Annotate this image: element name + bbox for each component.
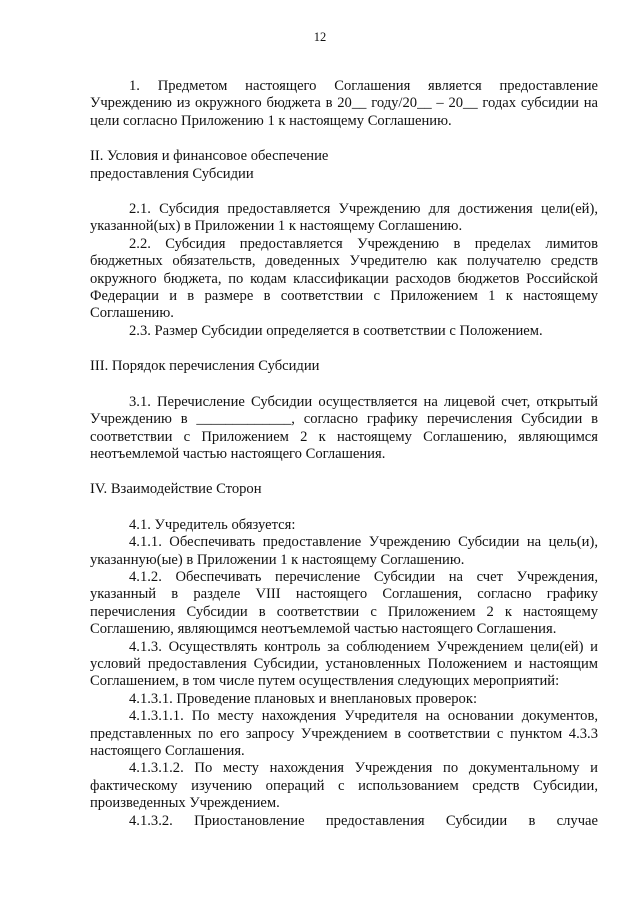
section-3-heading: III. Порядок перечисления Субсидии bbox=[90, 358, 320, 375]
paragraph-4-1-3-1-1: 4.1.3.1.1. По месту нахождения Учредителя на основании документов, представленных по его запросу Учреждением в соответствии с пунктом 4.3.3 настоящего Соглашения. bbox=[90, 708, 598, 759]
paragraph-2-1: 2.1. Субсидия предоставляется Учреждению для достижения цели(ей), указанной(ых) в Приложении 1 к настоящему Соглашению. bbox=[90, 201, 598, 235]
paragraph-4-1-3-1: 4.1.3.1. Проведение плановых и внеплановых проверок: bbox=[129, 690, 477, 707]
paragraph-4-1-2: 4.1.2. Обеспечивать перечисление Субсидии на счет Учреждения, указанный в разделе VIII настоящего Соглашения, согласно графику перечисления Субсидии в соответствии с Приложением 2 к настоящему Соглашению, являющимся неотъемлемой частью настоящего Соглашения. bbox=[90, 568, 598, 638]
paragraph-4-1-3-2: 4.1.3.2. Приостановление предоставления Субсидии в случае bbox=[129, 812, 598, 829]
section-4-heading: IV. Взаимодействие Сторон bbox=[90, 481, 262, 498]
paragraph-2-3: 2.3. Размер Субсидии определяется в соответствии с Положением. bbox=[129, 322, 543, 339]
page-number: 12 bbox=[313, 30, 327, 44]
paragraph-4-1-3: 4.1.3. Осуществлять контроль за соблюдением Учреждением цели(ей) и условий предоставления Субсидии, установленных Положением и настоящим Соглашением, в том числе путем осуществления следующих мероприятий: bbox=[90, 638, 598, 690]
paragraph-4-1-3-1-2: 4.1.3.1.2. По месту нахождения Учреждения по документальному и фактическому изучению операций с использованием средств Субсидии, произведенных Учреждением. bbox=[90, 760, 598, 812]
paragraph-4-1: 4.1. Учредитель обязуется: bbox=[129, 516, 296, 533]
paragraph-3-1: 3.1. Перечисление Субсидии осуществляется на лицевой счет, открытый Учреждению в _____________, согласно графику перечисления Субсидии в соответствии с Приложением 2 к настоящему Соглашению, являющимся неотъемлемой частью настоящего Соглашения. bbox=[90, 393, 598, 462]
paragraph-4-1-1: 4.1.1. Обеспечивать предоставление Учреждению Субсидии на цель(и), указанную(ые) в Приложении 1 к настоящему Соглашению. bbox=[90, 534, 598, 568]
section-2-heading-line-2: предоставления Субсидии bbox=[90, 165, 254, 182]
section-2-heading-line-1: II. Условия и финансовое обеспечение bbox=[90, 148, 329, 165]
paragraph-1: 1. Предметом настоящего Соглашения является предоставление Учреждению из окружного бюджета в 20__ году/20__ – 20__ годах субсидии на цели согласно Приложению 1 к настоящему Соглашению. bbox=[90, 78, 598, 129]
document-body bbox=[90, 78, 598, 830]
paragraph-2-2: 2.2. Субсидия предоставляется Учреждению в пределах лимитов бюджетных обязательств, доведенных Учредителю как получателю средств окружного бюджета, по кодам классификации расходов бюджетов Российской Федерации и в размере в соответствии с Приложением 1 к настоящему Соглашению. bbox=[90, 235, 598, 322]
